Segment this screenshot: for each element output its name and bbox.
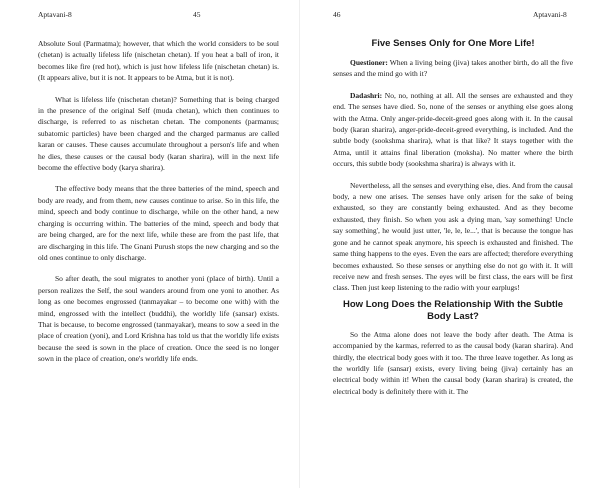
right-page [300, 0, 599, 488]
left-paragraph-2: What is lifeless life (nischetan chetan)? Something that is being charged in the presence of the original Self (muda chetan), which then continues to discharge, is referred to as nischetan chetan. The components (parmanus; subatomic particles) have been charged and the charged parmanus are called karan or causes. These causes accumulate throughout a person's life and when he dies, these causes or the causal body (karan sharira), will in the next life become the effective body (karya sharira). [38, 94, 279, 173]
right-paragraph-senses: Nevertheless, all the senses and everything else, dies. And from the causal body, a new one arises. The senses have only arisen for the sake of being exhausted, so they are constantly being exhausted. And as they become exhausted, they finish. So when you ask a dying man, 'say something! Uncle say something', he would just utter, 'le, le, le...', that is because the tongue has gone and he cannot speak anymore, his speech is exhausted and finished. The same thing happens to the eyes. Even the ears are affected; therefore everything becomes exhausted. So these senses or anything else do not go with it. It will receive new and fresh senses. The eyes will be first class, the ears will be first class. Then just keep listening to the radio with your earplugs! [333, 180, 573, 293]
left-page-number: 45 [193, 10, 201, 19]
left-paragraph-1: Absolute Soul (Parmatma); however, that which the world considers to be soul (chetan) is actually lifeless life (nischetan chetan). If you heat a ball of iron, it becomes like fire (red hot), which is just how lifeless life (nischetan chetan) is. (It appears alive, but it is not. It appears to be Atma, but it is not). [38, 39, 279, 83]
left-paragraph-4: So after death, the soul migrates to another yoni (place of birth). Until a person realizes the Self, the soul wanders around from one yoni to another. As long as one becomes engrossed (tanmayakar – to become one with) with the mind, engrossed with the intellect (buddhi), the worldly life (sansar) exists. That is because, to become engrossed (tanmayakar), means to sow a seed in the place of creation (yoni), and Lord Krishna has told us that the worldly life exists because the seed is sown in the place of creation. Once the seed is no longer sown in the place of creation, one's worldly life ends. [38, 274, 279, 364]
left-page-body [38, 38, 279, 365]
right-page-number: 46 [333, 10, 341, 19]
section-heading-subtle-body: How Long Does the Relationship With the Subtle Body Last? [343, 298, 563, 322]
right-page-body [333, 38, 573, 397]
right-header-title: Aptavani-8 [533, 10, 567, 19]
questioner-label: Questioner: [350, 58, 388, 67]
dadashri-text: No, no, nothing at all. All the senses are exhausted and they end. The senses have died. So, none of the senses or anything else goes along with the Atma. Only anger-pride-deceit-greed goes along with it. In the causal body (karan sharira), anger-pride-deceit-greed everything, is included. And the subtle body (sookshma sharira), what is that like? It stays together with the Atma, until it attains final liberation (moksha). No matter where the birth occurs, this subtle body (sookshma sharira) is always with it. [333, 90, 573, 169]
questioner-text: When a living being (jiva) takes another birth, do all the five senses and the mind go with it? [333, 58, 573, 79]
left-header-title: Aptavani-8 [38, 10, 72, 19]
dadashri-paragraph [333, 90, 573, 170]
questioner-paragraph [333, 57, 573, 80]
left-page [0, 0, 299, 488]
dadashri-label: Dadashri: [350, 90, 383, 100]
right-paragraph-atma: So the Atma alone does not leave the body after death. The Atma is accompanied by the karmas, referred to as the causal body (karan sharira). And thirdly, the electrical body goes with it too. The three leave together. As long as the worldly life (sansar) exists, every living being (jiva) certainly has an electrical body within it! When the causal body (karan sharira) is created, the electrical body is definitely there with it. The [333, 329, 573, 396]
left-paragraph-3: The effective body means that the three batteries of the mind, speech and body are ready, and from them, new causes continue to arise. So in this life, the mind, speech and body continue to discharge, while on the other hand, a new charging is occurring within. The batteries of the mind, speech and body that are being charged, are for the next life, while these are from the past life, that are discharging in this life. The Gnani Purush stops the new charging and so the old ones continue to only discharge. [38, 184, 279, 262]
section-heading-five-senses: Five Senses Only for One More Life! [371, 38, 535, 49]
